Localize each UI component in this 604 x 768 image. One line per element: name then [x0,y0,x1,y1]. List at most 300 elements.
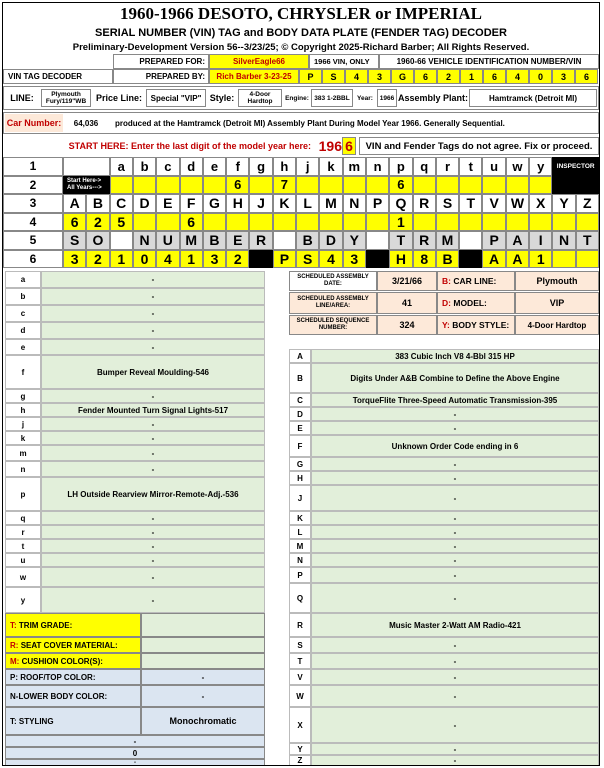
version-line: Preliminary-Development Version 56--3/23/25; © Copyright 2025-Richard Barber; All Rights Reserved. [72,41,530,53]
left-code-key: n [5,461,41,477]
left-code-key: t [5,539,41,553]
left-code-key: u [5,553,41,567]
sched-line-label: SCHEDULED ASSEMBLY LINE/AREA: [289,292,377,314]
row4-cell[interactable]: 6 [180,213,203,232]
left-code-key: q [5,511,41,525]
cushion-color-value [141,653,265,669]
left-code-value: - [41,539,265,553]
right-code-key: E [289,421,311,435]
row4-cell[interactable]: 6 [63,213,86,232]
row6-cell[interactable]: 1 [180,250,203,269]
row6-cell[interactable] [576,250,599,269]
left-code-key: y [5,587,41,613]
row1-cell: f [226,157,249,176]
left-code-key: m [5,445,41,461]
row2-cell[interactable] [249,176,272,195]
inspector-label: INSPECTOR [552,157,599,176]
left-code-value: Fender Mounted Turn Signal Lights-517 [41,403,265,417]
right-code-key: C [289,393,311,407]
row3-cell: X [529,194,552,213]
roof-color-label: P: ROOF/TOP COLOR: [5,669,141,685]
right-code-value: - [311,755,599,766]
row6-cell[interactable]: 4 [319,250,342,269]
sched-date-value: 3/21/66 [377,271,437,291]
vin-char[interactable]: 3 [552,69,575,84]
right-code-value: - [311,707,599,743]
row1-cell: g [249,157,272,176]
car-number-label: Car Number: [5,114,63,132]
row2-cell[interactable]: 6 [389,176,412,195]
left-code-key: r [5,525,41,539]
decoder-sheet [2,2,600,766]
right-code-value: - [311,637,599,653]
row6-cell[interactable]: A [482,250,505,269]
row6-cell[interactable] [366,250,389,269]
row2-cell[interactable] [459,176,482,195]
vin-char[interactable]: S [322,69,345,84]
roof-color-value: - [141,669,265,685]
row2-cell[interactable] [366,176,389,195]
car-line-label [437,271,515,291]
left-code-value: - [41,322,265,339]
page-subtitle: SERIAL NUMBER (VIN) TAG and BODY DATA PLATE (FENDER TAG) DECODER [95,26,507,39]
model-value: VIP [515,292,599,314]
row5-cell[interactable] [366,231,389,250]
row2-cell[interactable] [436,176,459,195]
row4-cell[interactable] [156,213,179,232]
mismatch-warning: VIN and Fender Tags do not agree. Fix or proceed. [359,137,599,155]
right-code-value: - [311,669,599,685]
left-code-value: - [41,553,265,567]
left-code-key: b [5,288,41,305]
row3-cell: G [203,194,226,213]
row4-cell[interactable] [506,213,529,232]
row5-cell[interactable]: R [413,231,436,250]
inspector-cell [552,176,599,195]
row5-cell[interactable]: O [86,231,109,250]
row5-cell[interactable]: E [226,231,249,250]
row1-cell: h [273,157,296,176]
vin-char[interactable]: 6 [414,69,437,84]
vin-only-label: 1966 VIN, ONLY [309,54,379,69]
row3-cell: T [459,194,482,213]
lower-body-value: - [141,685,265,707]
row5-cell[interactable]: B [296,231,319,250]
row1-cell: c [156,157,179,176]
body-style-value: 4-Door Hardtop [515,315,599,335]
car-line-value: Plymouth [515,271,599,291]
grid-row-number: 1 [3,157,63,176]
row4-cell[interactable] [343,213,366,232]
row1-cell: b [133,157,156,176]
right-code-value: Digits Under A&B Combine to Define the Above Engine [311,363,599,393]
row6-cell[interactable]: 3 [343,250,366,269]
left-code-value: - [41,389,265,403]
right-code-value: - [311,525,599,539]
row3-cell: R [413,194,436,213]
row3-cell: W [506,194,529,213]
row2-cell[interactable] [482,176,505,195]
row6-cell[interactable]: 3 [203,250,226,269]
row1-cell: k [319,157,342,176]
row4-cell[interactable]: 1 [389,213,412,232]
row4-cell[interactable] [273,213,296,232]
left-code-key: f [5,355,41,389]
vin-char[interactable]: G [391,69,414,84]
row3-cell: J [249,194,272,213]
row2-cell[interactable] [180,176,203,195]
assembly-plant-label: Assembly Plant: [398,93,468,103]
right-code-value: - [311,583,599,613]
right-code-key: J [289,485,311,511]
row4-cell[interactable] [319,213,342,232]
left-code-value: - [41,445,265,461]
row5-cell[interactable]: B [203,231,226,250]
row6-cell[interactable] [249,250,272,269]
year-value: 1966 [377,89,397,107]
left-code-key: w [5,567,41,587]
row1-cell: q [413,157,436,176]
row4-cell[interactable] [249,213,272,232]
year-digit-input[interactable]: 6 [342,137,356,155]
row2-cell[interactable] [343,176,366,195]
row4-cell[interactable] [203,213,226,232]
engine-value: 383 1-2BBL [311,89,353,107]
row2-cell[interactable]: 6 [226,176,249,195]
right-code-value: - [311,457,599,471]
seat-cover-key: R: [10,640,19,650]
vin-char[interactable]: 2 [437,69,460,84]
row5-cell[interactable]: P [482,231,505,250]
row6-cell[interactable]: 1 [529,250,552,269]
style-value: 4-Door Hardtop [238,89,282,107]
row1-cell: d [180,157,203,176]
row6-cell[interactable]: 8 [413,250,436,269]
right-code-value: - [311,553,599,567]
row6-cell[interactable] [552,250,575,269]
row2-cell[interactable] [529,176,552,195]
row2-cell[interactable] [110,176,133,195]
body-style-label [437,315,515,335]
car-number-value: 64,036 [73,118,99,128]
row1-cell: a [110,157,133,176]
left-code-key: p [5,477,41,511]
right-code-value: - [311,685,599,707]
left-code-key: j [5,417,41,431]
row2-cell[interactable]: 7 [273,176,296,195]
sched-seq-label: SCHEDULED SEQUENCE NUMBER: [289,315,377,335]
row5-cell[interactable]: M [180,231,203,250]
cushion-key: M: [10,656,20,666]
row3-cell: K [273,194,296,213]
vin-char[interactable]: 4 [345,69,368,84]
row3-cell: H [226,194,249,213]
grid-row-number: 2 [3,176,63,195]
row3-cell: L [296,194,319,213]
row6-cell[interactable]: H [389,250,412,269]
row6-cell[interactable]: 2 [86,250,109,269]
styling-value: Monochromatic [141,707,265,735]
sched-date-label: SCHEDULED ASSEMBLY DATE: [289,271,377,291]
row3-cell: C [110,194,133,213]
vin-char[interactable]: 6 [483,69,506,84]
row1-cell: w [506,157,529,176]
engine-label: Engine: [285,94,309,102]
right-code-key: B [289,363,311,393]
row4-cell[interactable] [436,213,459,232]
vin-char[interactable]: 3 [368,69,391,84]
line-label: LINE: [10,93,34,103]
trim-grade-key: T: [10,620,17,630]
right-code-key: M [289,539,311,553]
sched-seq-value: 324 [377,315,437,335]
right-code-value: Unknown Order Code ending in 6 [311,435,599,457]
vin-char[interactable]: P [299,69,322,84]
row2-cell[interactable] [319,176,342,195]
right-code-value: - [311,471,599,485]
row3-cell: V [482,194,505,213]
vin-char[interactable]: 6 [575,69,598,84]
seat-cover-label-text: SEAT COVER MATERIAL: [20,640,118,650]
page-title: 1960-1966 DESOTO, CHRYSLER or IMPERIAL [120,4,482,23]
row1-cell: p [389,157,412,176]
model-key: D: [442,298,451,308]
row2-cell[interactable] [156,176,179,195]
right-code-key: F [289,435,311,457]
row4-cell[interactable] [576,213,599,232]
right-code-key: P [289,567,311,583]
left-code-value: - [41,587,265,613]
left-code-value: - [41,288,265,305]
right-code-key: L [289,525,311,539]
row5-cell[interactable]: A [506,231,529,250]
right-code-value: - [311,407,599,421]
grid-row-number: 5 [3,231,63,250]
row5-cell[interactable] [273,231,296,250]
right-code-value: - [311,539,599,553]
right-code-key: D [289,407,311,421]
grid-row-number: 4 [3,213,63,232]
left-code-value: - [41,339,265,355]
row3-cell: D [133,194,156,213]
row3-cell: Y [552,194,575,213]
row4-cell[interactable]: 5 [110,213,133,232]
model-label-text: MODEL: [453,298,487,308]
right-code-key: N [289,553,311,567]
vin-char[interactable]: 0 [529,69,552,84]
row6-cell[interactable]: P [273,250,296,269]
row5-cell[interactable]: T [389,231,412,250]
row3-cell: N [343,194,366,213]
row1-cell: u [482,157,505,176]
vin-tag-decoder-label: VIN TAG DECODER [3,69,113,84]
trim-grade-label-text: TRIM GRADE: [18,620,73,630]
right-code-value: Music Master 2-Watt AM Radio-421 [311,613,599,637]
bottom-row-3: - [5,759,265,766]
row5-cell[interactable]: U [156,231,179,250]
row2-cell[interactable] [133,176,156,195]
right-code-value: - [311,421,599,435]
vin-char[interactable]: 4 [506,69,529,84]
row3-cell: Z [576,194,599,213]
row6-cell[interactable]: 2 [226,250,249,269]
row2-cell[interactable] [413,176,436,195]
style-label: Style: [209,93,235,103]
row5-cell[interactable]: N [133,231,156,250]
year-prefix: 196 [318,138,342,154]
row1-cell: t [459,157,482,176]
bottom-row-2: 0 [5,747,265,759]
right-code-key: V [289,669,311,685]
vin-description: 1960-66 VEHICLE IDENTIFICATION NUMBER/VIN [379,54,599,69]
row3-cell: A [63,194,86,213]
row4-cell[interactable] [296,213,319,232]
row1-cell: e [203,157,226,176]
price-line-label: Price Line: [95,93,142,103]
row3-cell: P [366,194,389,213]
row4-cell[interactable] [413,213,436,232]
row6-cell[interactable]: B [436,250,459,269]
left-code-value: LH Outside Rearview Mirror-Remote-Adj.-536 [41,477,265,511]
prepared-by-value[interactable]: Rich Barber 3-23-25 [209,69,299,84]
row3-cell: F [180,194,203,213]
left-code-value: - [41,567,265,587]
assembly-plant-value: Hamtramck (Detroit MI) [469,89,597,107]
row5-cell[interactable]: R [249,231,272,250]
right-code-value: - [311,567,599,583]
left-code-value: - [41,305,265,322]
row6-cell[interactable]: 0 [133,250,156,269]
row5-cell[interactable]: T [576,231,599,250]
right-code-key: Q [289,583,311,613]
start-here-small: Start Here-> All Years---> [63,176,110,195]
right-code-key: Y [289,743,311,755]
body-style-label-text: BODY STYLE: [452,320,510,330]
row4-cell[interactable] [529,213,552,232]
cushion-label-text: CUSHION COLOR(S): [21,656,103,666]
row5-cell[interactable]: N [552,231,575,250]
right-code-key: H [289,471,311,485]
model-label [437,292,515,314]
row3-cell: E [156,194,179,213]
row6-cell[interactable]: A [506,250,529,269]
left-code-key: d [5,322,41,339]
right-code-value: TorqueFlite Three-Speed Automatic Transmission-395 [311,393,599,407]
left-code-key: k [5,431,41,445]
price-line-value: Special "VIP" [146,89,206,107]
right-code-key: X [289,707,311,743]
row5-cell[interactable]: D [319,231,342,250]
left-code-key: h [5,403,41,417]
row3-cell: B [86,194,109,213]
row4-cell[interactable] [552,213,575,232]
right-code-value: - [311,511,599,525]
bottom-row-1: - [5,735,265,747]
left-code-key: c [5,305,41,322]
row2-cell[interactable] [296,176,319,195]
left-code-value: - [41,525,265,539]
lower-body-label: N-LOWER BODY COLOR: [5,685,141,707]
row3-cell: S [436,194,459,213]
row5-cell[interactable] [110,231,133,250]
row5-cell[interactable]: S [63,231,86,250]
row3-cell: Q [389,194,412,213]
row6-cell[interactable]: 4 [156,250,179,269]
row4-cell[interactable] [482,213,505,232]
right-code-key: S [289,637,311,653]
trim-grade-label [5,613,141,637]
right-code-key: W [289,685,311,707]
row6-cell[interactable]: 1 [110,250,133,269]
row5-cell[interactable]: M [436,231,459,250]
row4-cell[interactable] [226,213,249,232]
right-code-key: K [289,511,311,525]
row1-cell: y [529,157,552,176]
left-code-value: - [41,431,265,445]
grid-row-number: 6 [3,250,63,269]
left-code-key: g [5,389,41,403]
seat-cover-label [5,637,141,653]
left-code-value: - [41,511,265,525]
right-code-key: R [289,613,311,637]
sched-line-value: 41 [377,292,437,314]
line-value: Plymouth Fury/119"WB [41,89,91,107]
row2-cell[interactable] [203,176,226,195]
row2-cell[interactable] [506,176,529,195]
car-number-description: produced at the Hamtramck (Detroit MI) Assembly Plant During Model Year 1966. Generally Sequential. [115,118,505,128]
styling-label: T: STYLING [5,707,141,735]
trim-grade-value [141,613,265,637]
row6-cell[interactable] [459,250,482,269]
row1-cell: j [296,157,319,176]
left-code-key: a [5,271,41,288]
row1-cell: n [366,157,389,176]
right-code-key: Z [289,755,311,766]
car-line-label-text: CAR LINE: [453,276,497,286]
vin-char[interactable]: 1 [460,69,483,84]
row1-cell: r [436,157,459,176]
right-code-value: - [311,653,599,669]
left-code-value: - [41,461,265,477]
right-code-key: A [289,349,311,363]
row1-cell: m [343,157,366,176]
row1-cell [63,157,110,176]
row5-cell[interactable] [459,231,482,250]
prepared-by-label: PREPARED BY: [113,69,209,84]
left-code-key: e [5,339,41,355]
prepared-for-value[interactable]: SilverEagle66 [209,54,309,69]
start-here-instruction: START HERE: Enter the last digit of the model year here: [68,141,311,151]
row5-cell[interactable]: Y [343,231,366,250]
right-code-value: - [311,485,599,511]
row4-cell[interactable] [366,213,389,232]
prepared-for-label: PREPARED FOR: [113,54,209,69]
row4-cell[interactable]: 2 [86,213,109,232]
cushion-color-label [5,653,141,669]
body-style-key: Y: [442,320,450,330]
row5-cell[interactable]: I [529,231,552,250]
right-code-value: - [311,743,599,755]
row3-cell: M [319,194,342,213]
row4-cell[interactable] [459,213,482,232]
row6-cell[interactable]: 3 [63,250,86,269]
left-code-value: - [41,417,265,431]
right-code-value: 383 Cubic Inch V8 4-Bbl 315 HP [311,349,599,363]
left-code-value: Bumper Reveal Moulding-546 [41,355,265,389]
row6-cell[interactable]: S [296,250,319,269]
right-code-key: G [289,457,311,471]
row4-cell[interactable] [133,213,156,232]
